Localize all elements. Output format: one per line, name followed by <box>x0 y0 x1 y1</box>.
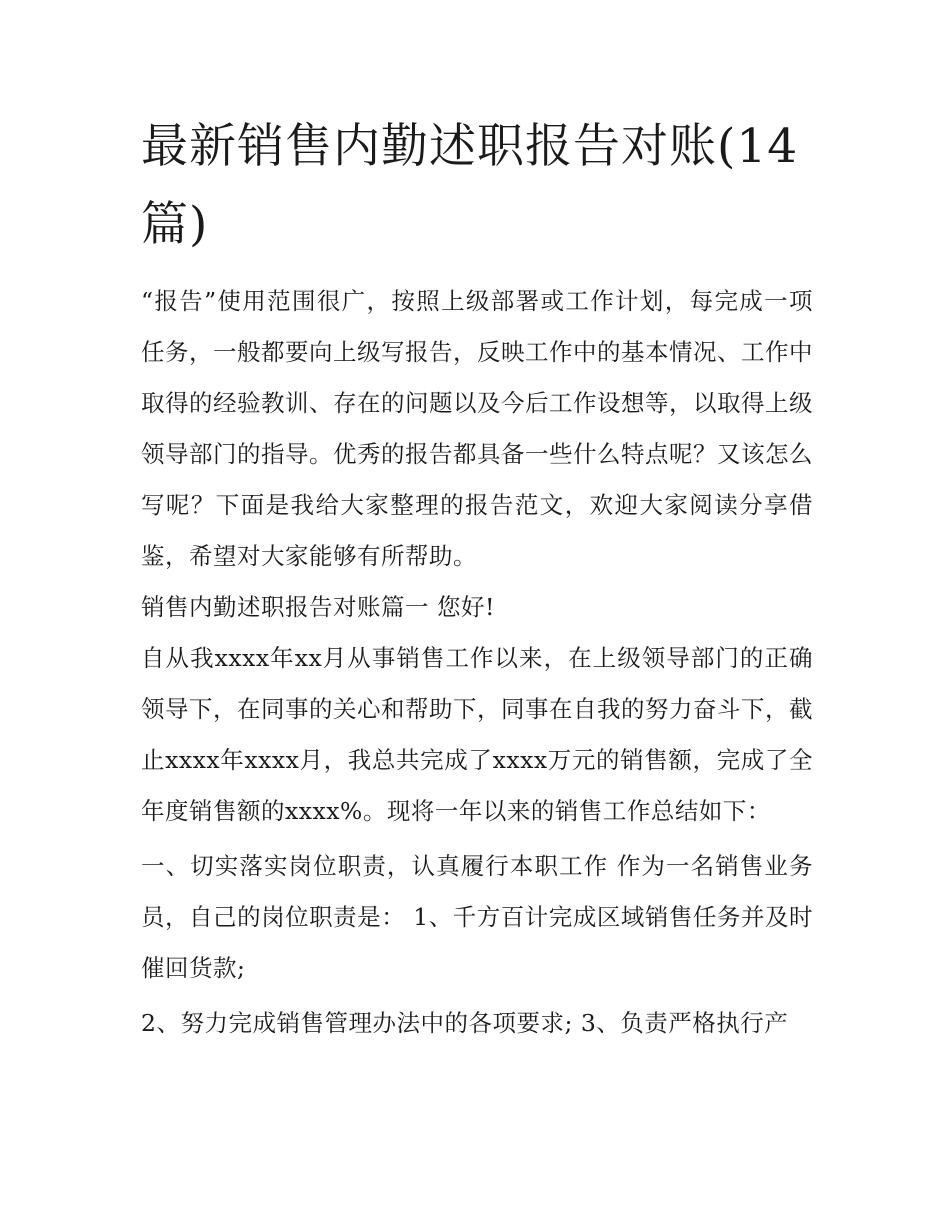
section-heading: 销售内勤述职报告对账篇一 您好! <box>141 593 495 621</box>
body-paragraph: 一、切实落实岗位职责，认真履行本职工作 作为一名销售业务员，自己的岗位职责是： 1、千方百计完成区域销售任务并及时催回货款; <box>141 852 813 982</box>
document-page <box>141 108 813 1049</box>
intro-paragraph: “报告”使用范围很广，按照上级部署或工作计划，每完成一项任务，一般都要向上级写报告，反映工作中的基本情况、工作中取得的经验教训、存在的问题以及今后工作设想等，以取得上级领导部门的指导。优秀的报告都具备一些什么特点呢？又该怎么写呢？下面是我给大家整理的报告范文，欢迎大家阅读分享借鉴，希望对大家能够有所帮助。 <box>141 287 813 570</box>
body-paragraph: 自从我xxxx年xx月从事销售工作以来，在上级领导部门的正确领导下，在同事的关心和帮助下，同事在自我的努力奋斗下，截止xxxx年xxxx月，我总共完成了xxxx万元的销售额，完成了全年度销售额的xxxx%。现将一年以来的销售工作总结如下： <box>141 644 813 825</box>
document-title: 最新销售内勤述职报告对账(14篇) <box>141 119 799 252</box>
body-paragraph: 2、努力完成销售管理办法中的各项要求; 3、负责严格执行产 <box>141 1009 789 1037</box>
